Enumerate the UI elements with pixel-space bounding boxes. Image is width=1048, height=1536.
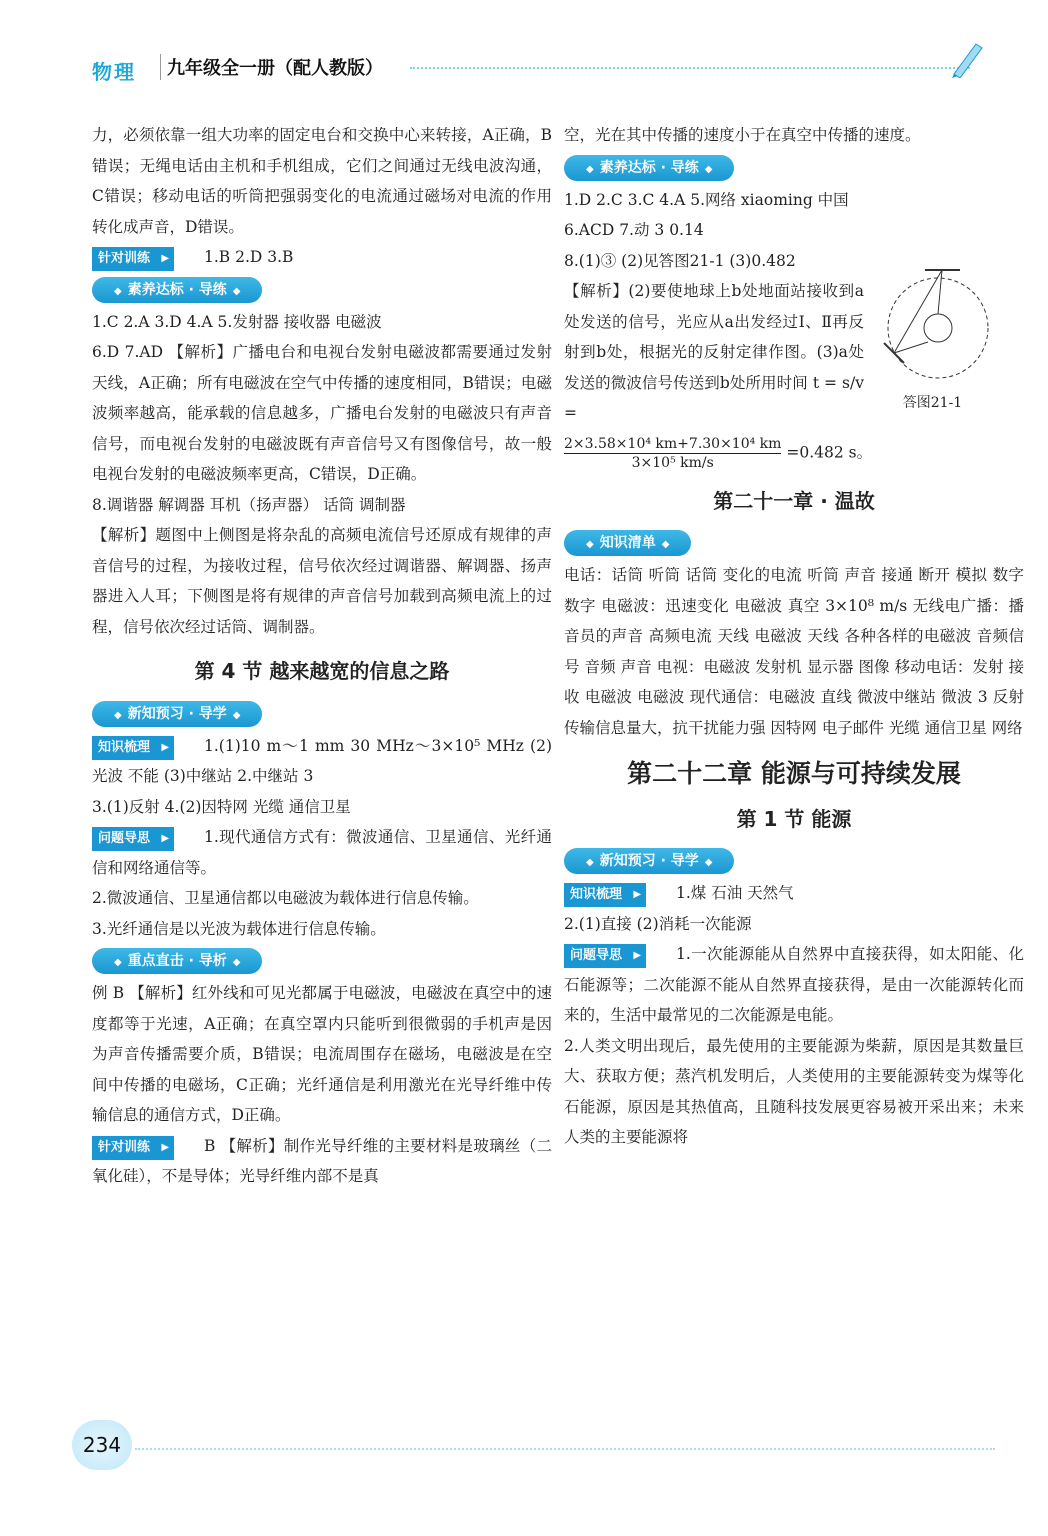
paragraph: 2.微波通信、卫星通信都以电磁波为载体进行信息传输。 xyxy=(92,889,479,907)
answers: 8.调谐器 解调器 耳机（扬声器） 话筒 调制器 xyxy=(92,495,406,514)
paragraph: 空，光在其中传播的速度小于在真空中传播的速度。 xyxy=(564,126,921,144)
section-tag: 针对训练 ▶ xyxy=(92,247,174,271)
paragraph: 3.光纤通信是以光波为载体进行信息传输。 xyxy=(92,919,386,938)
section-badge: ◆ 素养达标 · 导练 ◆ xyxy=(564,155,734,181)
section-title: 第 1 节 能源 xyxy=(736,806,852,831)
paragraph: 【解析】(2)要使地球上b处地面站接收到a处发送的信号，光应从a出发经过Ⅰ、Ⅱ再反射到b处，根据光的反射定律作图。(3)a处发送的微波信号传送到b处所用时间 t = s/v = xyxy=(564,282,864,422)
formula-numerator: 2×3.58×10⁴ km+7.30×10⁴ km xyxy=(564,435,782,452)
paragraph: 1.现代通信方式有：微波通信、卫星通信、光纤通信和网络通信等。 xyxy=(92,828,552,877)
answers: 1.D 2.C 3.C 4.A 5.网络 xiaoming 中国 xyxy=(564,190,849,209)
left-column xyxy=(92,120,552,1192)
section-tag: 知识梳理 ▶ xyxy=(92,736,174,760)
paragraph: 力，必须依靠一组大功率的固定电台和交换中心来转接，A正确，B错误；无绳电话由主机和手机组成，它们之间通过无线电波沟通，C错误；移动电话的听筒把强弱变化的电流通过磁场对电流的作用转化成声音，D错误。 xyxy=(92,126,552,236)
knowledge-list: 电话：话筒 听筒 话筒 变化的电流 听筒 声音 接通 断开 模拟 数字 数字 电磁波：迅速变化 电磁波 真空 3×10⁸ m/s 无线电广播：播音员的声音 高频电流 天线 电磁波 天线 各种各样的电磁波 音频信号 音频 声音 电视：电磁波 发射机 显示器 图像 移动电话：发射 接收 电磁波 电磁波 现代通信：电磁波 直线 微波中继站 微波 3 反射 传输信息量大，抗干扰能力强 因特网 电子邮件 光缆 通信卫星 网络 xyxy=(564,566,1024,737)
section-badge: ◆ 重点直击 · 导析 ◆ xyxy=(92,948,262,974)
section-tag: 针对训练 ▶ xyxy=(92,1136,174,1160)
figure-caption: 答图21-1 xyxy=(902,395,963,411)
answers: 6.ACD 7.动 3 0.14 xyxy=(564,221,704,239)
footer-divider xyxy=(135,1448,995,1450)
paragraph: 例 B 【解析】红外线和可见光都属于电磁波，电磁波在真空中的速度都等于光速，A正确；在真空罩内只能听到很微弱的手机声是因为声音传播需要介质，B错误；电流周围存在磁场，电磁波是在空间中传播的电磁场，C正确；光纤通信是利用激光在光导纤维中传输信息的通信方式，D正确。 xyxy=(92,984,552,1124)
diagram-svg xyxy=(870,258,995,388)
pen-icon xyxy=(950,38,986,78)
formula-fraction xyxy=(564,435,781,472)
answers: 1.(1)10 m～1 mm 30 MHz～3×10⁵ MHz (2)光波 不能 (3)中继站 2.中继站 3 xyxy=(92,736,552,785)
header-divider xyxy=(410,67,970,69)
subject-label: 物理 xyxy=(92,60,136,84)
answers: 3.(1)反射 4.(2)因特网 光缆 通信卫星 xyxy=(92,797,351,816)
section-badge: ◆ 新知预习 · 导学 ◆ xyxy=(92,701,262,727)
section-title: 第 4 节 越来越宽的信息之路 xyxy=(194,659,450,683)
answers: 2.(1)直接 (2)消耗一次能源 xyxy=(564,914,752,933)
section-badge: ◆ 知识清单 ◆ xyxy=(564,530,691,556)
section-tag: 问题导思 ▶ xyxy=(564,944,646,968)
section-badge: ◆ 新知预习 · 导学 ◆ xyxy=(564,848,734,874)
answers: 1.煤 石油 天然气 xyxy=(676,884,794,902)
formula-denominator: 3×10⁵ km/s xyxy=(631,454,714,471)
reflection-diagram xyxy=(870,258,995,411)
grade-label: 九年级全一册（配人教版） xyxy=(160,54,383,80)
answers: 1.C 2.A 3.D 4.A 5.发射器 接收器 电磁波 xyxy=(92,312,382,331)
section-badge: ◆ 素养达标 · 导练 ◆ xyxy=(92,277,262,303)
paragraph: 2.人类文明出现后，最先使用的主要能源为柴薪，原因是其数量巨大、获取方便；蒸汽机发明后，人类使用的主要能源转变为煤等化石能源，原因是其热值高，且随科技发展更容易被开采出来；未来人类的主要能源将 xyxy=(564,1036,1024,1146)
paragraph: 1.一次能源能从自然界中直接获得，如太阳能、化石能源等；二次能源不能从自然界直接获得，是由一次能源转化而来的，生活中最常见的二次能源是电能。 xyxy=(564,945,1024,1024)
paragraph: B 【解析】制作光导纤维的主要材料是玻璃丝（二氧化硅），不是导体；光导纤维内部不是真 xyxy=(92,1136,552,1185)
page-number: 234 xyxy=(72,1420,132,1470)
page-header xyxy=(0,0,1048,88)
chapter-review-title: 第二十一章 · 温故 xyxy=(713,488,875,513)
section-tag: 问题导思 ▶ xyxy=(92,827,174,851)
paragraph: 【解析】题图中上侧图是将杂乱的高频电流信号还原成有规律的声音信号的过程，为接收过程，信号依次经过调谐器、解调器、扬声器进入人耳；下侧图是将有规律的声音信号加载到高频电流上的过程，信号依次经过话筒、调制器。 xyxy=(92,526,552,636)
section-tag: 知识梳理 ▶ xyxy=(564,883,646,907)
answers: 8.(1)③ (2)见答图21-1 (3)0.482 xyxy=(564,251,796,270)
paragraph: 6.D 7.AD 【解析】广播电台和电视台发射电磁波都需要通过发射天线，A正确；所有电磁波在空气中传播的速度相同，B错误；电磁波频率越高，能承载的信息越多，广播电台发射的电磁波只有声音信号，而电视台发射的电磁波既有声音信号又有图像信号，故一般电视台发射的电磁波频率更高，C错误，D正确。 xyxy=(92,343,552,483)
chapter-title: 第二十二章 能源与可持续发展 xyxy=(627,759,961,788)
formula-result: =0.482 s。 xyxy=(786,443,873,461)
answers: 1.B 2.D 3.B xyxy=(204,248,294,266)
